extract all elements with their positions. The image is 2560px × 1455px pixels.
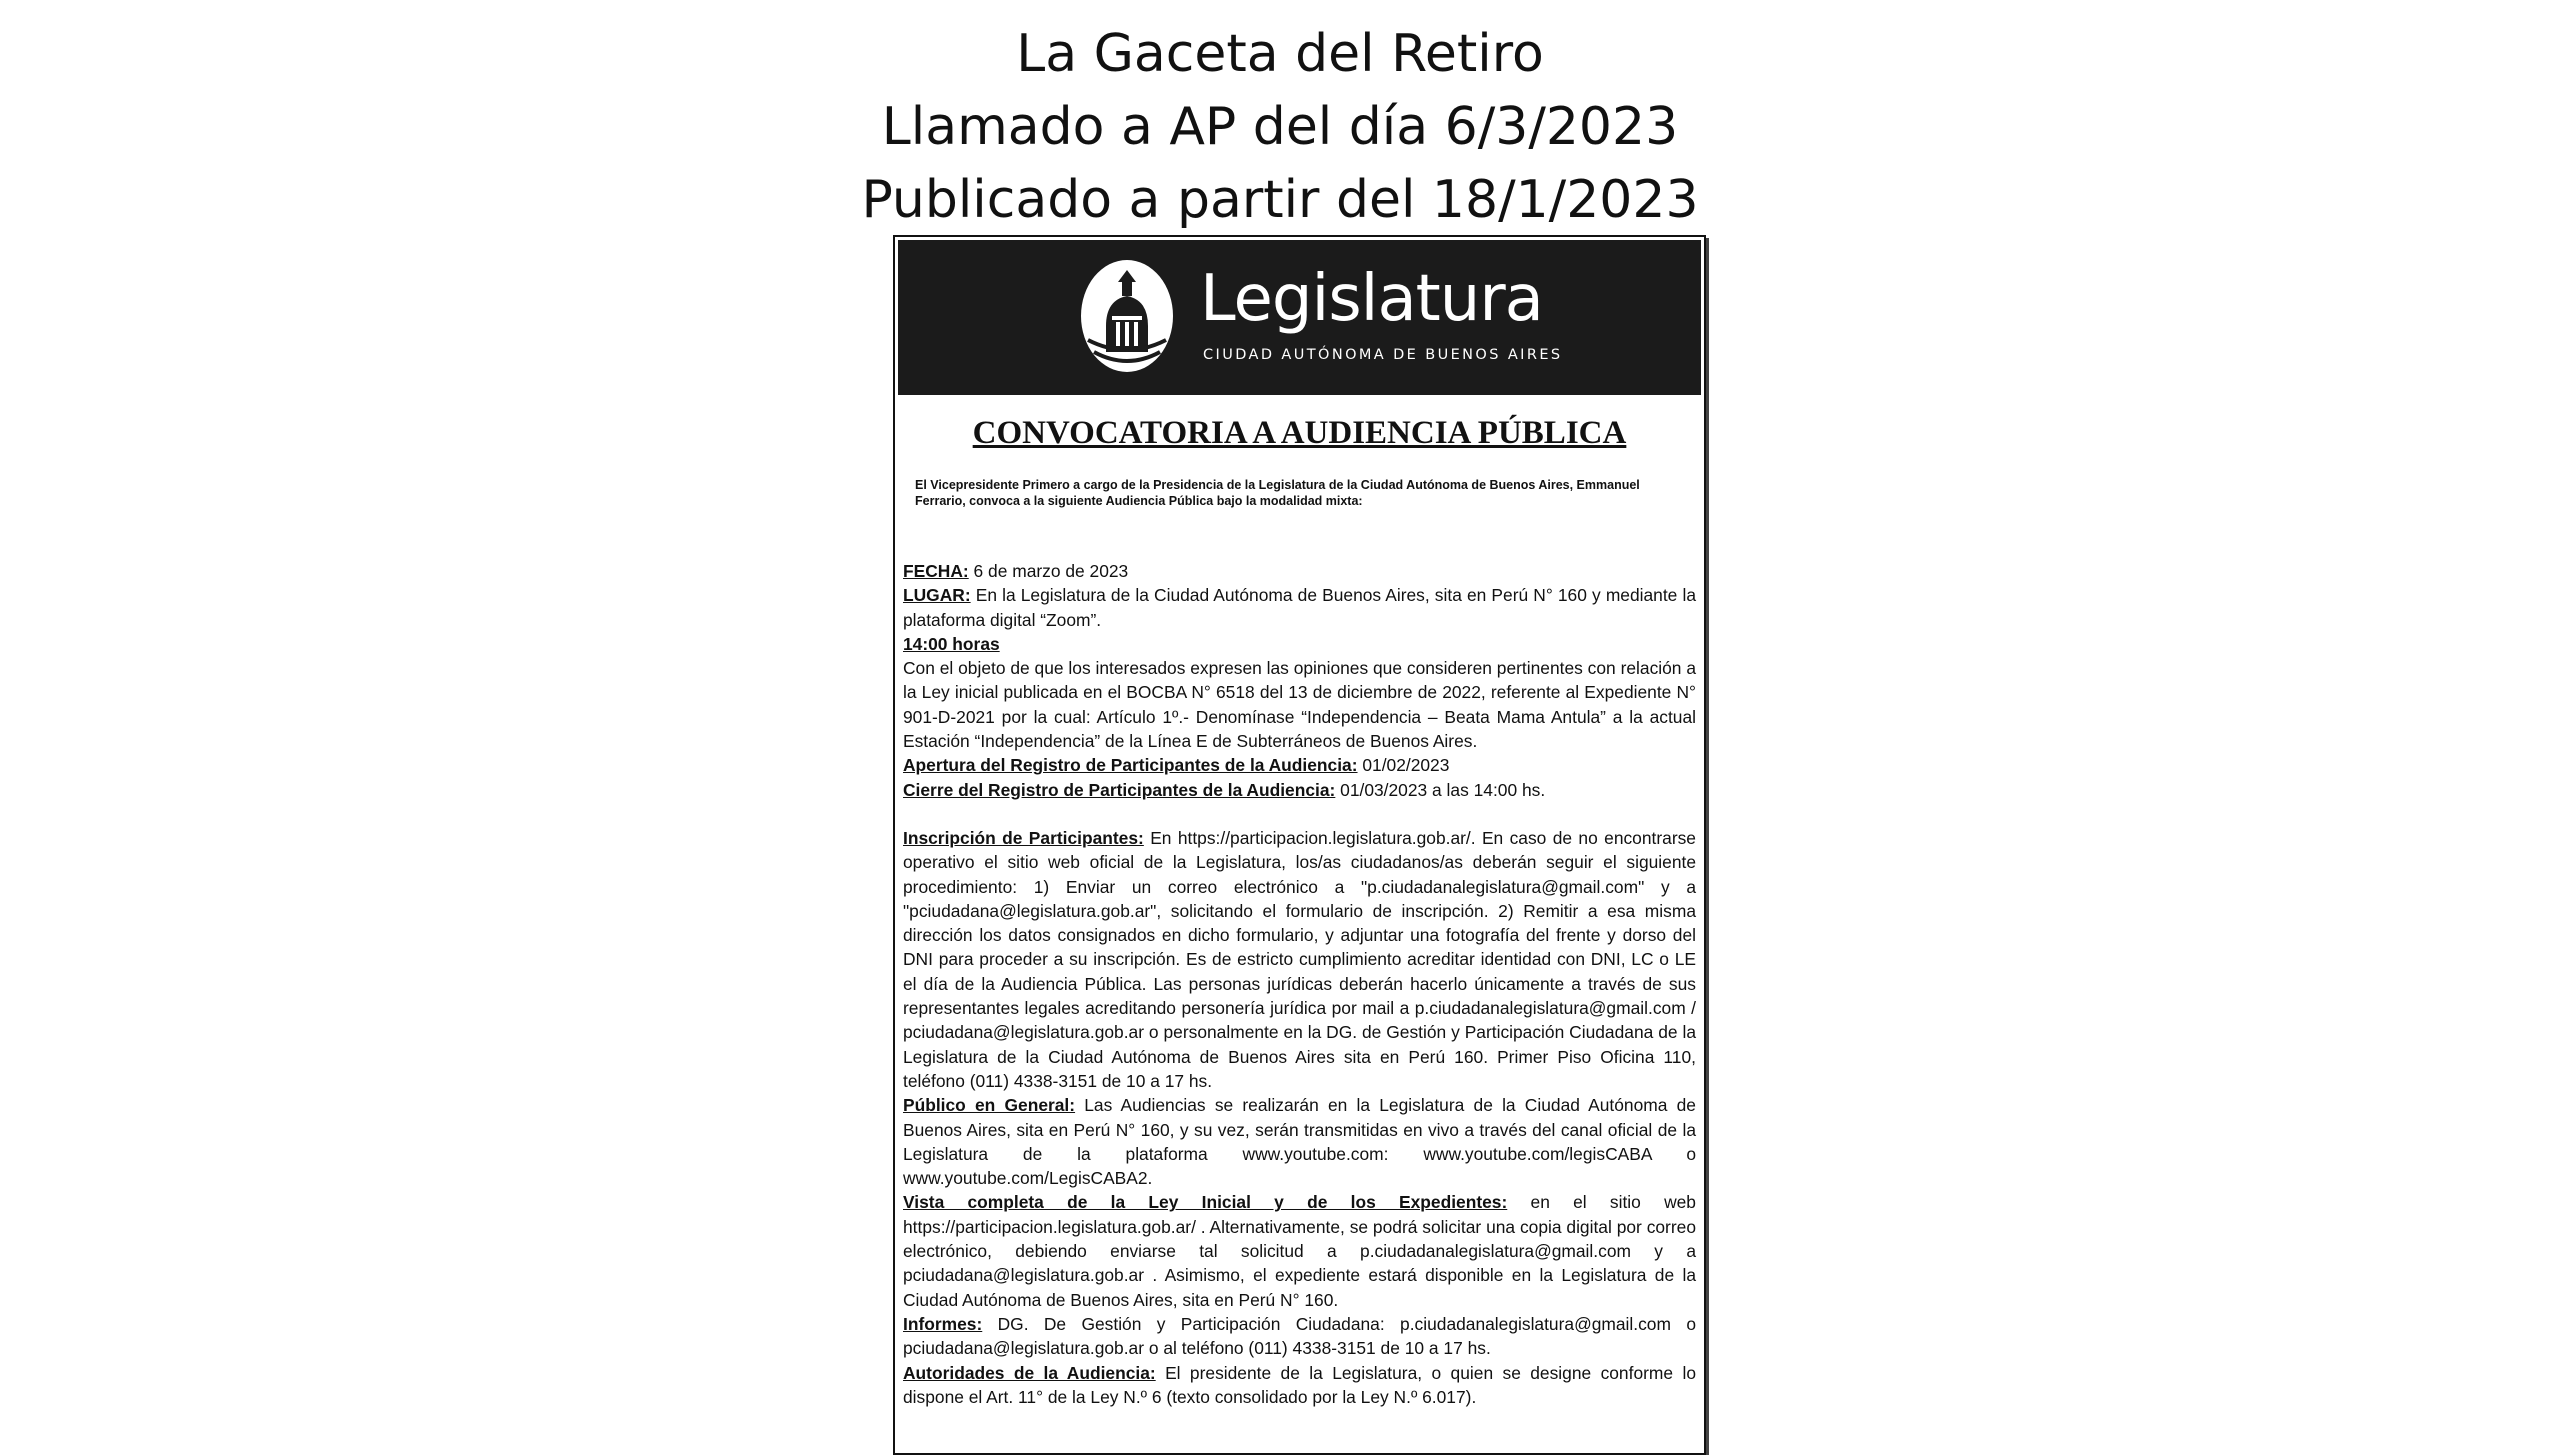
hora-row xyxy=(903,632,1696,656)
apertura-value: 01/02/2023 xyxy=(1357,755,1450,776)
hora-label: 14:00 horas xyxy=(903,633,1000,654)
vista-value: en el sitio web https://participacion.legislatura.gob.ar/ . Alternativamente, se podrá solicitar una copia digital por correo electrónico, debiendo enviarse tal solicitud a p.ciudadanalegislatura@gmail.com y a pciudadana@legislatura.gob.ar . Asimismo, el expediente estará disponible en la Legislatura de la Ciudad Autónoma de Buenos Aires, sita en Perú N° 160. xyxy=(903,1192,1696,1310)
header-title: La Gaceta del Retiro xyxy=(1016,24,1544,84)
informes-row xyxy=(903,1312,1696,1361)
autoridades-row xyxy=(903,1361,1696,1410)
inscripcion-row xyxy=(903,826,1696,1093)
notice-title: CONVOCATORIA A AUDIENCIA PÚBLICA xyxy=(972,415,1627,451)
lugar-label: LUGAR: xyxy=(903,585,971,606)
informes-label: Informes: xyxy=(903,1313,983,1334)
cierre-label: Cierre del Registro de Participantes de la Audiencia: xyxy=(903,779,1336,800)
inscripcion-label: Inscripción de Participantes: xyxy=(903,827,1144,848)
notice-document xyxy=(893,235,1706,1455)
cierre-value: 01/03/2023 a las 14:00 hs. xyxy=(1335,779,1546,800)
section-gap xyxy=(903,802,1696,826)
fecha-label: FECHA: xyxy=(903,561,969,581)
brand-subtitle: CIUDAD AUTÓNOMA DE BUENOS AIRES xyxy=(1203,347,1563,363)
objeto-paragraph: Con el objeto de que los interesados expresen las opiniones que consideren pertinentes con relación a la Ley inicial publicada en el BOCBA N° 6518 del 13 de diciembre de 2022, referente al Expediente N° 901-D-2021 por la cual: Artículo 1º.- Denomínase “Independencia – Beata Mama Antula” a la actual Estación “Independencia” de la Línea E de Subterráneos de Buenos Aires. xyxy=(903,658,1696,752)
fecha-row xyxy=(903,559,1696,583)
notice-body xyxy=(903,559,1696,1409)
informes-value: DG. De Gestión y Participación Ciudadana: p.ciudadanalegislatura@gmail.com o pciudadana@legislatura.gob.ar o al teléfono (011) 4338-3151 de 10 a 17 hs. xyxy=(903,1313,1696,1359)
vista-label: Vista completa de la Ley Inicial y de los Expedientes: xyxy=(903,1192,1508,1213)
apertura-row xyxy=(903,753,1696,777)
header-call-date: Llamado a AP del día 6/3/2023 xyxy=(881,97,1679,157)
autoridades-value: El presidente de la Legislatura, o quien se designe conforme lo dispone el Art. 11° de la Ley N.º 6 (texto consolidado por la Ley N.º 6.017). xyxy=(903,1362,1696,1407)
publico-row xyxy=(903,1093,1696,1190)
header-publish-date: Publicado a partir del 18/1/2023 xyxy=(861,170,1699,230)
apertura-label: Apertura del Registro de Participantes de la Audiencia: xyxy=(903,755,1358,776)
vista-row xyxy=(903,1190,1696,1311)
capitol-dome-icon xyxy=(1078,256,1176,374)
brand-name: Legislatura xyxy=(1200,262,1543,336)
fecha-value: 6 de marzo de 2023 xyxy=(968,561,1129,581)
cierre-row xyxy=(903,778,1696,802)
autoridades-label: Autoridades de la Audiencia: xyxy=(903,1362,1156,1383)
page-header xyxy=(0,0,2560,237)
notice-intro: El Vicepresidente Primero a cargo de la Presidencia de la Legislatura de la Ciudad Autónoma de Buenos Aires, Emmanuel Ferrario, convoca a la siguiente Audiencia Pública bajo la modalidad mixta: xyxy=(915,478,1640,508)
lugar-row xyxy=(903,583,1696,632)
lugar-value: En la Legislatura de la Ciudad Autónoma de Buenos Aires, sita en Perú N° 160 y mediante la plataforma digital “Zoom”. xyxy=(903,585,1696,630)
publico-value: Las Audiencias se realizarán en la Legislatura de la Ciudad Autónoma de Buenos Aires, sita en Perú N° 160, y su vez, serán transmitidas en vivo a través del canal oficial de la Legislatura de la plataforma www.youtube.com: www.youtube.com/legisCABA o www.youtube.com/LegisCABA2. xyxy=(903,1095,1696,1189)
inscripcion-value: En https://participacion.legislatura.gob.ar/. En caso de no encontrarse operativo el sitio web oficial de la Legislatura, los/as ciudadanos/as deberán seguir el siguiente procedimiento: 1) Enviar un correo electrónico a "p.ciudadanalegislatura@gmail.com" y a "pciudadana@legislatura.gob.ar", solicitando el formulario de inscripción. 2) Remitir a esa misma dirección los datos consignados en dicho formulario, y adjuntar una fotografía del frente y dorso del DNI para proceder a su inscripción. Es de estricto cumplimiento acreditar identidad con DNI, LC o LE el día de la Audiencia Pública. Las personas jurídicas deberán hacerlo únicamente a través de sus representantes legales acreditando personería jurídica por mail a p.ciudadanalegislatura@gmail.com / pciudadana@legislatura.gob.ar o personalmente en la DG. de Gestión y Participación Ciudadana de la Legislatura de la Ciudad Autónoma de Buenos Aires sita en Perú 160. Primer Piso Oficina 110, teléfono (011) 4338-3151 de 10 a 17 hs. xyxy=(903,827,1696,1091)
publico-label: Público en General: xyxy=(903,1095,1076,1116)
legislatura-banner xyxy=(898,240,1701,395)
